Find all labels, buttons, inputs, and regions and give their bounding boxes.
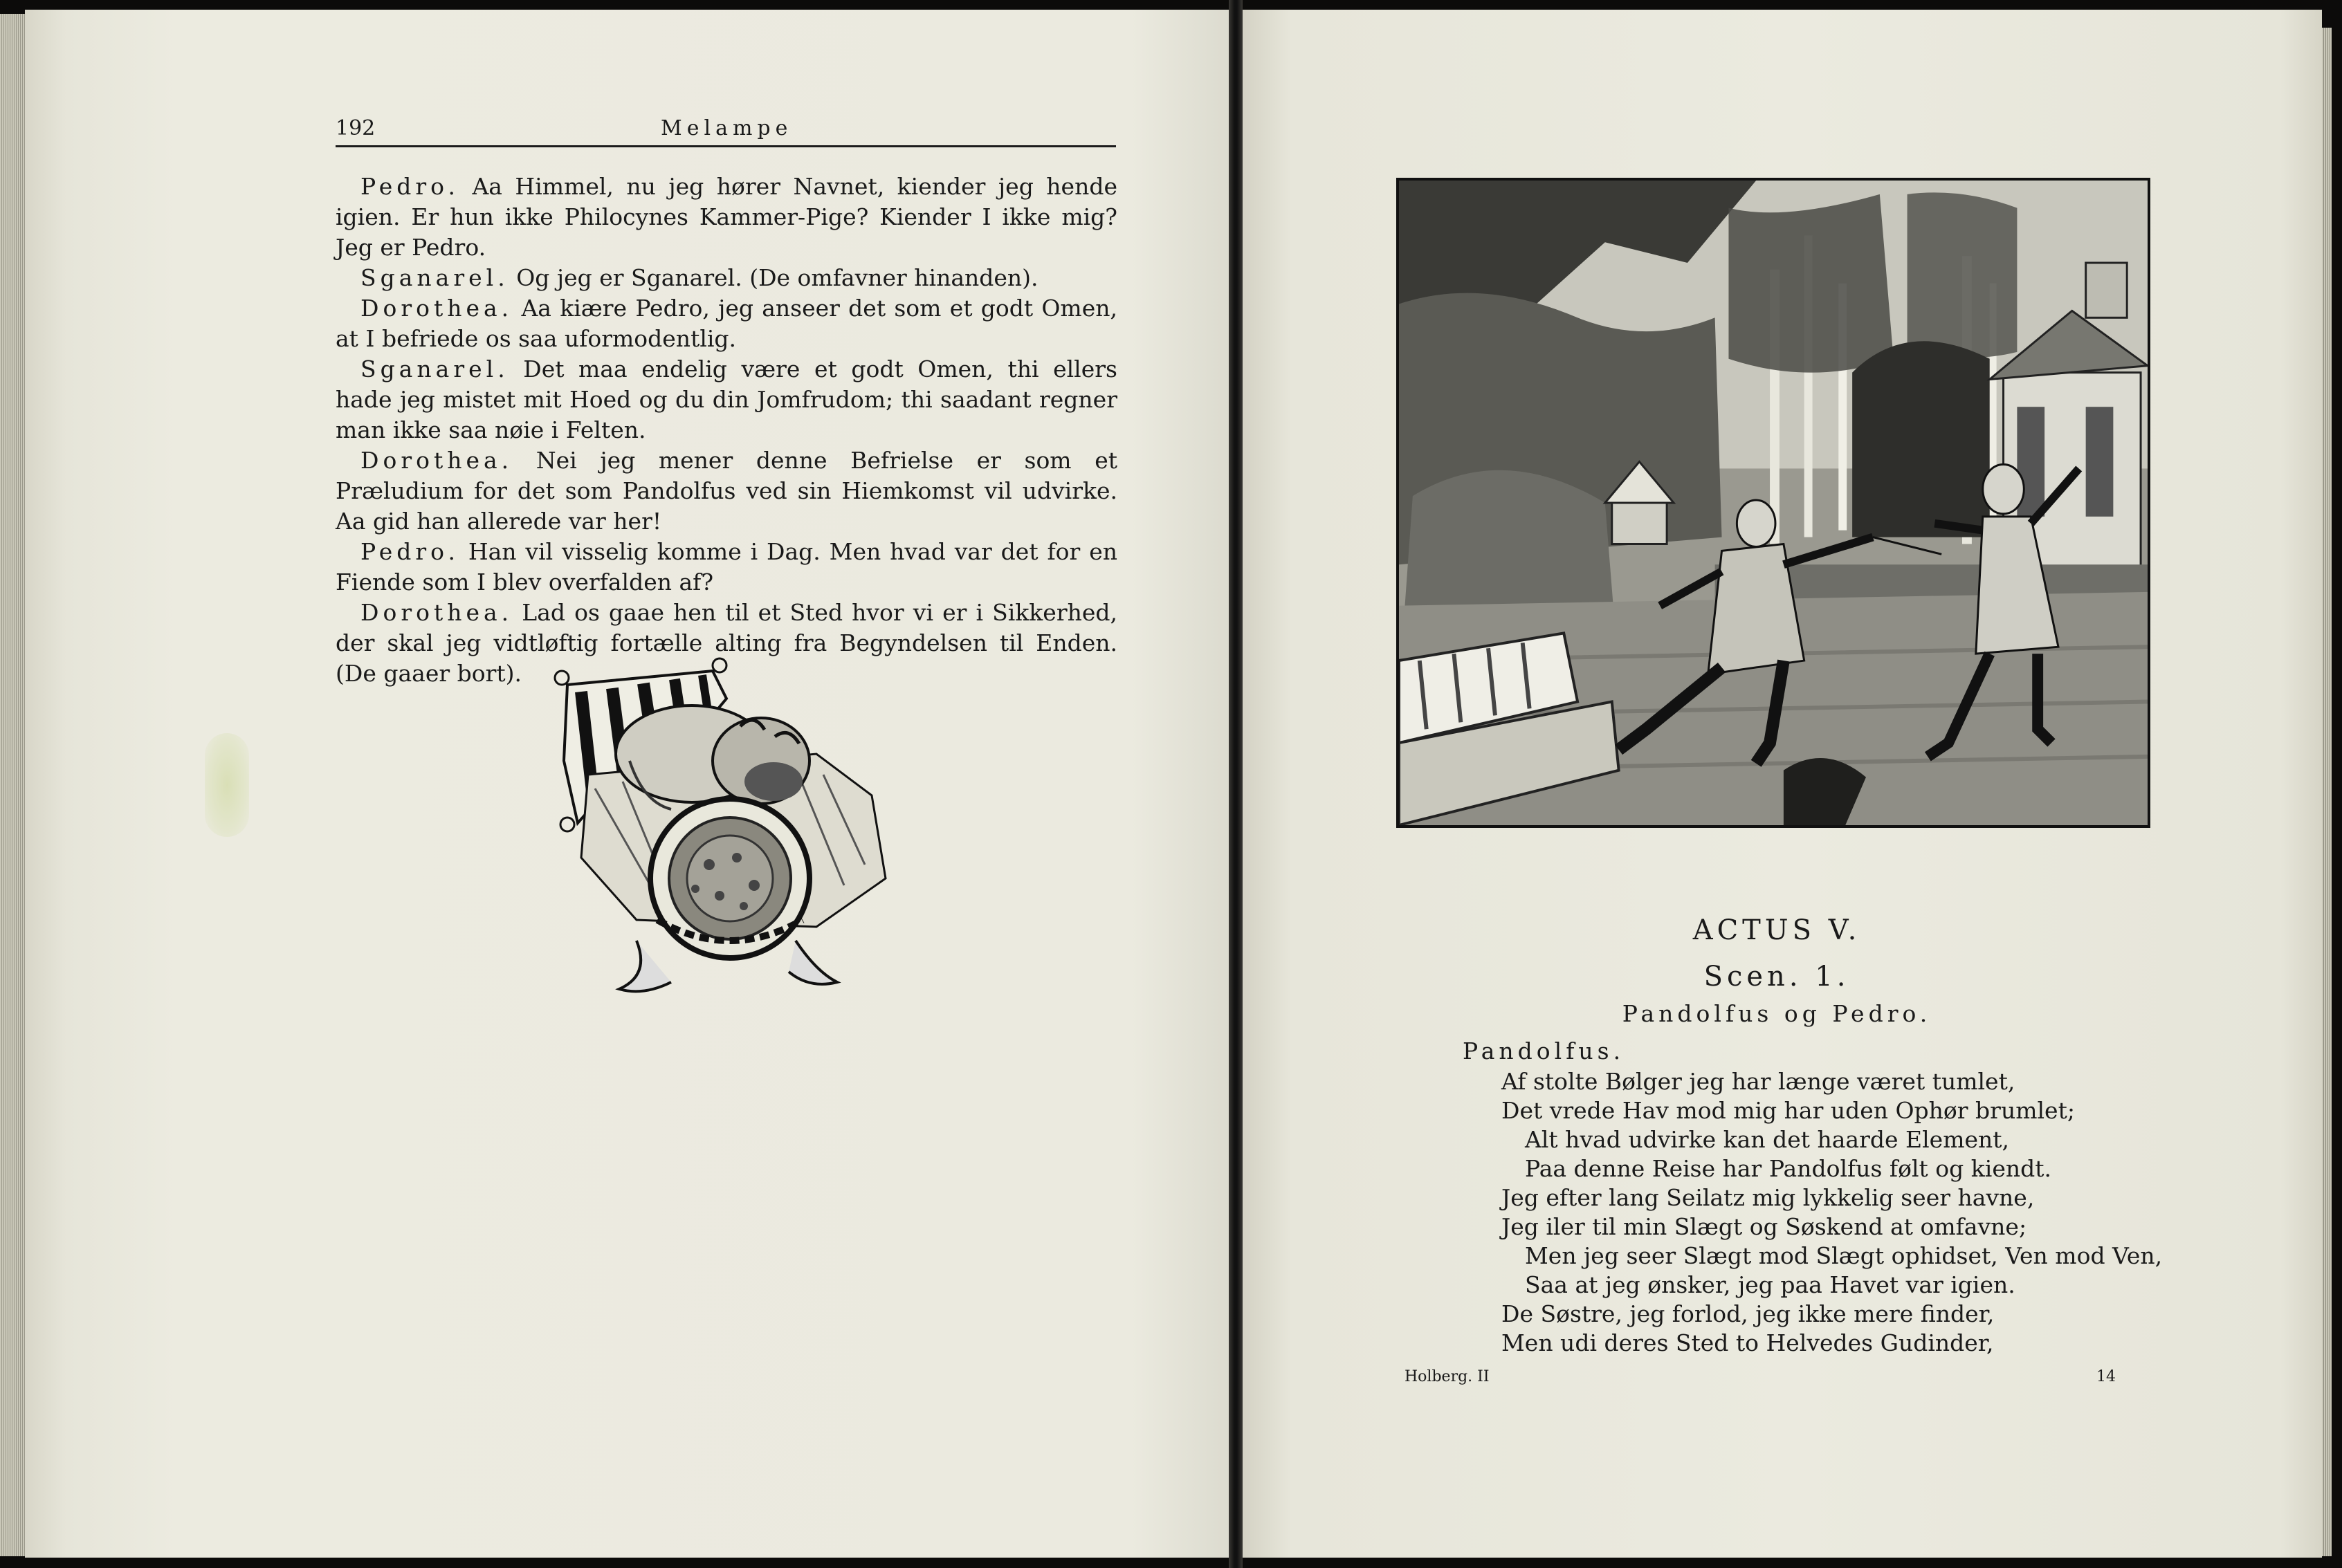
book-spine <box>1229 0 1243 1568</box>
dialogue-paragraph <box>336 537 1117 598</box>
speech: Og jeg er Sganarel. (De omfavner hinanden). <box>516 264 1039 291</box>
round-pillow <box>650 799 809 958</box>
speaker-name: Sganarel. <box>360 264 509 291</box>
dialogue-paragraph <box>336 354 1117 445</box>
scene-heading: Scen. 1. <box>1703 961 1850 993</box>
dialogue-paragraph <box>336 172 1117 263</box>
verse-line: Men udi deres Sted to Helvedes Gudinder, <box>1501 1329 1994 1356</box>
speaker-name: Pedro. <box>360 173 459 200</box>
verse-block <box>1501 1067 2163 1358</box>
speech: Det maa endelig være et godt Omen, thi ellers hade jeg mistet mit Hoed og du din Jomfrudom; thi saadant regner man ikke saa nøie i Felten. <box>336 356 1117 443</box>
speaker-name: Dorothea. <box>360 599 513 626</box>
verse-line: Paa denne Reise har Pandolfus følt og kiendt. <box>1525 1155 2051 1182</box>
scene-characters: Pandolfus og Pedro. <box>1622 1000 1932 1027</box>
dog-on-cushions-illustration <box>554 657 906 1003</box>
speech: Nei jeg mener denne Befrielse er som et Præludium for det som Pandolfus ved sin Hiemkomst vil udvirke. Aa gid han allerede var her! <box>336 447 1117 535</box>
dialogue-paragraph <box>336 445 1117 537</box>
signature-mark: Holberg. II <box>1405 1368 1490 1385</box>
speech: Aa kiære Pedro, jeg anseer det som et godt Omen, at I befriede os saa uformodentlig. <box>336 295 1117 352</box>
verse-line: Det vrede Hav mod mig har uden Ophør brumlet; <box>1501 1097 2075 1124</box>
dialogue-paragraph <box>336 263 1117 293</box>
speaker-name: Dorothea. <box>360 447 513 474</box>
speech: Han vil visselig komme i Dag. Men hvad var det for en Fiende som I blev overfalden af? <box>336 538 1117 596</box>
sheet-number: 14 <box>2096 1368 2116 1385</box>
verse-speaker: Pandolfus. <box>1463 1037 1625 1064</box>
speech: Aa Himmel, nu jeg hører Navnet, kiender jeg hende igien. Er hun ikke Philocynes Kammer-Pige? Kiender I ikke mig? Jeg er Pedro. <box>336 173 1117 261</box>
running-header <box>336 111 1116 145</box>
verse-line: De Søstre, jeg forlod, jeg ikke mere finder, <box>1501 1300 1995 1327</box>
fencing-duel-illustration <box>1396 178 2150 828</box>
verse-line: Jeg efter lang Seilatz mig lykkelig seer havne, <box>1501 1184 2035 1211</box>
verse-line: Men jeg seer Slægt mod Slægt ophidset, Ven mod Ven, <box>1525 1242 2163 1269</box>
verse-line: Jeg iler til min Slægt og Søskend at omfavne; <box>1501 1213 2027 1240</box>
speaker-name: Sganarel. <box>360 356 509 382</box>
speech: Lad os gaae hen til et Sted hvor vi er i Sikkerhed, der skal jeg vidtløftig fortælle alting fra Begyndelsen til Enden. (De gaaer bort). <box>336 599 1117 687</box>
running-title: Melampe <box>661 116 793 140</box>
page-number: 192 <box>336 116 376 140</box>
verse-line: Alt hvad udvirke kan det haarde Element, <box>1525 1126 2010 1153</box>
dialogue-paragraph <box>336 293 1117 354</box>
speaker-name: Dorothea. <box>360 295 513 322</box>
speaker-name: Pedro. <box>360 538 459 565</box>
verse-line: Af stolte Bølger jeg har længe været tumlet, <box>1501 1068 2015 1095</box>
verse-line: Saa at jeg ønsker, jeg paa Havet var igien. <box>1525 1271 2015 1298</box>
thumb-shadow <box>205 733 249 837</box>
header-rule <box>336 145 1116 147</box>
page-edges-right <box>2322 28 2332 1556</box>
dialogue-text <box>336 172 1117 689</box>
act-heading: ACTUS V. <box>1692 914 1861 946</box>
